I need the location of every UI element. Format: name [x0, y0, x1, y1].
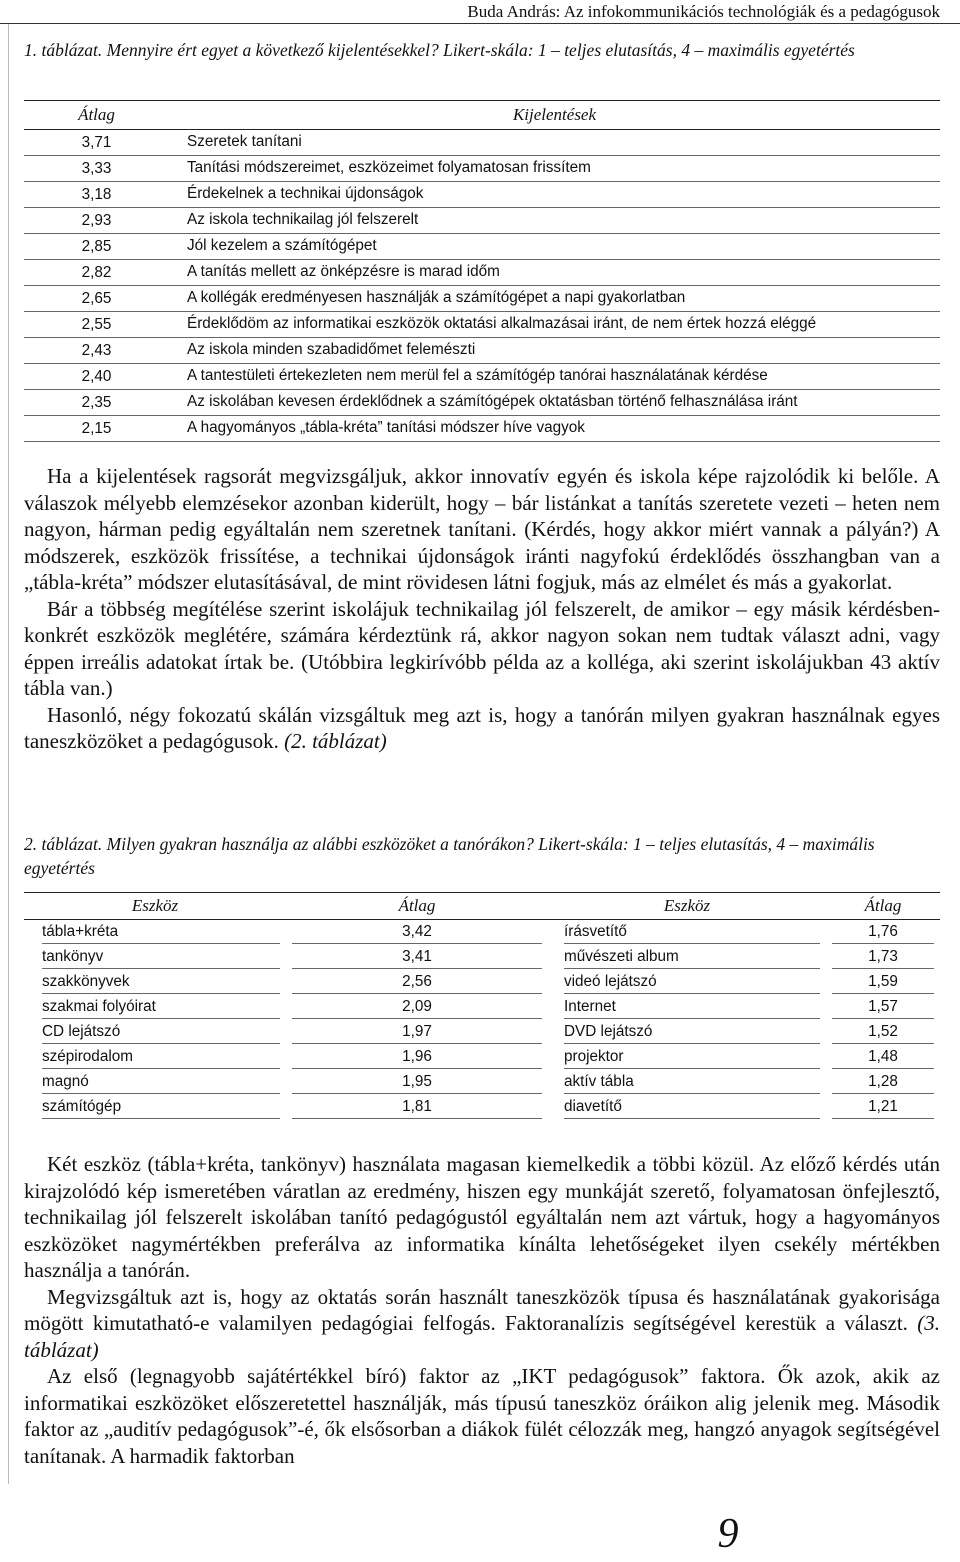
table2-row	[24, 945, 940, 970]
table2-cell-tool2	[548, 921, 826, 944]
paragraph: Két eszköz (tábla+kréta, tankönyv) használata magasan kiemelkedik a többi közül. Az előző kérdés után kirajzolódó kép ismeretében váratlan az eredmény, hiszen egy munkáját szerető, folyamatosan önfejlesztő, technikailag jól felszerelt iskolában tanító pedagógustól egyáltalán nem azt vártuk, hogy a hagyományos eszközöket nagymértékben preferálva az informatika kínálta lehetőségeket ilyen csekély mértékben használja a tanórán.	[24, 1152, 940, 1282]
table2-cell-avg1	[286, 1071, 548, 1094]
table2-cell-avg1	[286, 946, 548, 969]
table2-row	[24, 1020, 940, 1045]
table1-header-statement: Kijelentések	[512, 105, 597, 124]
table2-cell-avg2	[826, 1046, 940, 1069]
table1-cell-avg: 3,71	[81, 134, 112, 151]
table2-cell-text: művészeti album	[564, 946, 820, 969]
table1-cell-statement: A tantestületi értekezleten nem merül fel a számítógép tanórai használatának kérdése	[187, 367, 768, 384]
table2-cell-text: tábla+kréta	[42, 921, 280, 944]
table2-header	[24, 892, 940, 920]
table1-cell-statement: Érdekelnek a technikai újdonságok	[187, 185, 424, 202]
table2	[24, 892, 940, 1120]
table2-cell-tool2	[548, 946, 826, 969]
table2-cell-text: 2,09	[292, 996, 542, 1019]
header-rule	[0, 23, 960, 24]
table2-cell-text: szépirodalom	[42, 1046, 280, 1069]
table2-cell-text: 1,59	[832, 971, 934, 994]
table2-cell-tool2	[548, 971, 826, 994]
table2-cell-text: írásvetítő	[564, 921, 820, 944]
table2-cell-text: 1,96	[292, 1046, 542, 1069]
table1-row	[24, 260, 940, 286]
table1-header	[24, 100, 940, 130]
table2-cell-avg2	[826, 996, 940, 1019]
table1-row	[24, 182, 940, 208]
table1-header-avg: Átlag	[78, 105, 115, 124]
table1-cell-avg: 2,55	[81, 316, 112, 333]
table1-cell-statement: Szeretek tanítani	[187, 133, 302, 150]
table2-header-tool2: Eszköz	[663, 896, 711, 915]
table2-cell-tool1	[24, 1071, 286, 1094]
table2-cell-text: 1,81	[292, 1096, 542, 1119]
table1	[24, 100, 940, 442]
paragraph: Ha a kijelentések ragsorát megvizsgáljuk, akkor innovatív egyén és iskola képe rajzolódik ki belőle. A válaszok mélyebb elemzésekor azonban kiderült, hogy – bár listánkat a tanítás szeretete vezeti – heten nem nagyon, hárman pedig egyáltalán nem szeretnek tanítani. (Kérdés, hogy akkor miért vannak a pályán?) A módszerek, eszközök frissítése, a technikai újdonságok iránti nagyfokú érdeklődés összhangban van a „tábla-kréta” módszer elutasításával, de mint rövidesen látni fogjuk, más az elmélet és más a gyakorlat.	[24, 464, 940, 594]
table2-cell-text: videó lejátszó	[564, 971, 820, 994]
table2-cell-tool2	[548, 1021, 826, 1044]
paragraph-text: Hasonló, négy fokozatú skálán vizsgáltuk meg azt is, hogy a tanórán milyen gyakran használnak egyes taneszközöket a pedagógusok.	[24, 702, 940, 753]
paragraph	[24, 1284, 940, 1364]
table2-cell-tool1	[24, 1046, 286, 1069]
table-reference: (3. táblázat)	[24, 1311, 940, 1362]
table1-cell-statement: A kollégák eredményesen használják a számítógépet a napi gyakorlatban	[187, 289, 686, 306]
table1-row	[24, 390, 940, 416]
table2-row	[24, 920, 940, 945]
table1-cell-avg: 2,85	[81, 238, 112, 255]
paragraph: Bár a többség megítélése szerint iskolájuk technikailag jól felszerelt, de amikor – egy másik kérdésben- konkrét eszközök meglétére, számára kérdeztünk rá, akkor nagyon sokan nem tudtak választ adni, vagy éppen irreális adatokat írtak be. (Utóbbira legkirívóbb példa az a kolléga, aki szerint iskolájukban 43 aktív tábla van.)	[24, 596, 940, 700]
table2-cell-text: 1,73	[832, 946, 934, 969]
paragraph-text: Megvizsgáltuk azt is, hogy az oktatás során használt taneszközök típusa és használatának gyakorisága mögött kimutatható-e valamilyen pedagógiai felfogás. Faktoranalízis segítségével kerestük a választ.	[24, 1284, 940, 1335]
table1-row	[24, 286, 940, 312]
table2-cell-avg1	[286, 971, 548, 994]
table1-body	[24, 130, 940, 442]
table2-cell-text: 3,41	[292, 946, 542, 969]
table2-cell-text: 1,95	[292, 1071, 542, 1094]
table2-cell-avg2	[826, 946, 940, 969]
table2-cell-tool2	[548, 1071, 826, 1094]
table1-row	[24, 130, 940, 156]
table2-header-avg1: Átlag	[398, 896, 436, 915]
table1-cell-statement: Az iskolában kevesen érdeklődnek a számítógépek oktatásban történő felhasználása iránt	[187, 393, 798, 410]
table1-cell-statement: Érdeklődöm az informatikai eszközök oktatási alkalmazásai iránt, de nem értek hozzá eléggé	[187, 315, 817, 332]
table1-row	[24, 364, 940, 390]
table1-cell-avg: 2,40	[81, 368, 112, 385]
body-text-1	[24, 463, 940, 755]
table2-cell-text: projektor	[564, 1046, 820, 1069]
table2-cell-text: aktív tábla	[564, 1071, 820, 1094]
table2-cell-avg1	[286, 921, 548, 944]
table1-row	[24, 156, 940, 182]
table2-cell-avg2	[826, 1096, 940, 1119]
table2-cell-avg1	[286, 1046, 548, 1069]
table1-cell-avg: 3,33	[81, 160, 112, 177]
table2-cell-text: tankönyv	[42, 946, 280, 969]
table1-cell-avg: 2,65	[81, 290, 112, 307]
body-text-2	[24, 1151, 940, 1469]
table2-cell-tool1	[24, 996, 286, 1019]
table1-cell-statement: Jól kezelem a számítógépet	[187, 237, 377, 254]
page-number: 9	[717, 1511, 739, 1557]
table2-cell-text: 1,52	[832, 1021, 934, 1044]
table2-cell-avg1	[286, 1096, 548, 1119]
table2-cell-tool1	[24, 921, 286, 944]
table2-header-avg2: Átlag	[864, 896, 902, 915]
table1-cell-avg: 2,43	[81, 342, 112, 359]
table2-cell-text: 2,56	[292, 971, 542, 994]
table2-cell-text: CD lejátszó	[42, 1021, 280, 1044]
table2-row	[24, 970, 940, 995]
paragraph	[24, 702, 940, 755]
table1-cell-avg: 2,82	[81, 264, 112, 281]
table2-cell-tool2	[548, 1046, 826, 1069]
table2-cell-text: 1,21	[832, 1096, 934, 1119]
table2-cell-avg2	[826, 921, 940, 944]
table2-caption: 2. táblázat. Milyen gyakran használja az alábbi eszközöket a tanórákon? Likert-skála: 1 – teljes elutasítás, 4 – maximális egyetértés	[24, 834, 875, 878]
table2-cell-text: Internet	[564, 996, 820, 1019]
table2-row	[24, 1045, 940, 1070]
table2-cell-tool1	[24, 1021, 286, 1044]
table2-cell-text: magnó	[42, 1071, 280, 1094]
table2-cell-text: 3,42	[292, 921, 542, 944]
table1-cell-avg: 2,93	[81, 212, 112, 229]
table2-cell-text: 1,97	[292, 1021, 542, 1044]
table2-cell-avg1	[286, 996, 548, 1019]
table2-header-tool1: Eszköz	[131, 896, 179, 915]
table2-cell-text: szakmai folyóirat	[42, 996, 280, 1019]
table2-body	[24, 920, 940, 1120]
table2-cell-text: szakkönyvek	[42, 971, 280, 994]
table2-cell-text: 1,28	[832, 1071, 934, 1094]
paragraph: Az első (legnagyobb sajátértékkel bíró) faktor az „IKT pedagógusok” faktora. Ők azok, akik az informatikai eszközöket előszeretettel használják, más típusú taneszköz óráikon alig jelenik meg. Második faktor az „auditív pedagógusok”-é, ők elsősorban a diákok fülét célozzák meg, hangzó anyagok segítségével tanítanak. A harmadik faktorban	[24, 1364, 940, 1468]
table1-cell-statement: Az iskola technikailag jól felszerelt	[187, 211, 419, 228]
table-reference: (2. táblázat)	[284, 729, 387, 753]
table2-cell-avg2	[826, 1021, 940, 1044]
table2-row	[24, 1095, 940, 1120]
table1-cell-statement: Tanítási módszereimet, eszközeimet folyamatosan frissítem	[187, 159, 591, 176]
table1-cell-statement: A tanítás mellett az önképzésre is marad időm	[187, 263, 500, 280]
table1-cell-avg: 3,18	[81, 186, 112, 203]
table1-row	[24, 338, 940, 364]
table2-cell-avg2	[826, 971, 940, 994]
table2-cell-tool1	[24, 1096, 286, 1119]
running-header: Buda András: Az infokommunikációs technológiák és a pedagógusok	[467, 2, 940, 21]
table1-cell-avg: 2,15	[81, 420, 112, 437]
table2-row	[24, 1070, 940, 1095]
table2-cell-tool2	[548, 996, 826, 1019]
table2-cell-avg1	[286, 1021, 548, 1044]
left-margin-rule	[8, 24, 9, 1484]
table2-cell-text: 1,48	[832, 1046, 934, 1069]
table1-cell-statement: Az iskola minden szabadidőmet felemészti	[187, 341, 476, 358]
table2-cell-text: 1,57	[832, 996, 934, 1019]
table1-row	[24, 234, 940, 260]
table1-cell-avg: 2,35	[81, 394, 112, 411]
table2-cell-text: számítógép	[42, 1096, 280, 1119]
table2-row	[24, 995, 940, 1020]
table2-cell-tool1	[24, 946, 286, 969]
table1-caption: 1. táblázat. Mennyire ért egyet a következő kijelentésekkel? Likert-skála: 1 – teljes elutasítás, 4 – maximális egyetértés	[24, 40, 855, 60]
table2-cell-text: diavetítő	[564, 1096, 820, 1119]
table2-cell-avg2	[826, 1071, 940, 1094]
table2-cell-text: 1,76	[832, 921, 934, 944]
table2-cell-tool1	[24, 971, 286, 994]
table1-row	[24, 416, 940, 442]
table1-cell-statement: A hagyományos „tábla-kréta” tanítási módszer híve vagyok	[187, 419, 585, 436]
table1-row	[24, 208, 940, 234]
table2-cell-text: DVD lejátszó	[564, 1021, 820, 1044]
table1-row	[24, 312, 940, 338]
table2-cell-tool2	[548, 1096, 826, 1119]
